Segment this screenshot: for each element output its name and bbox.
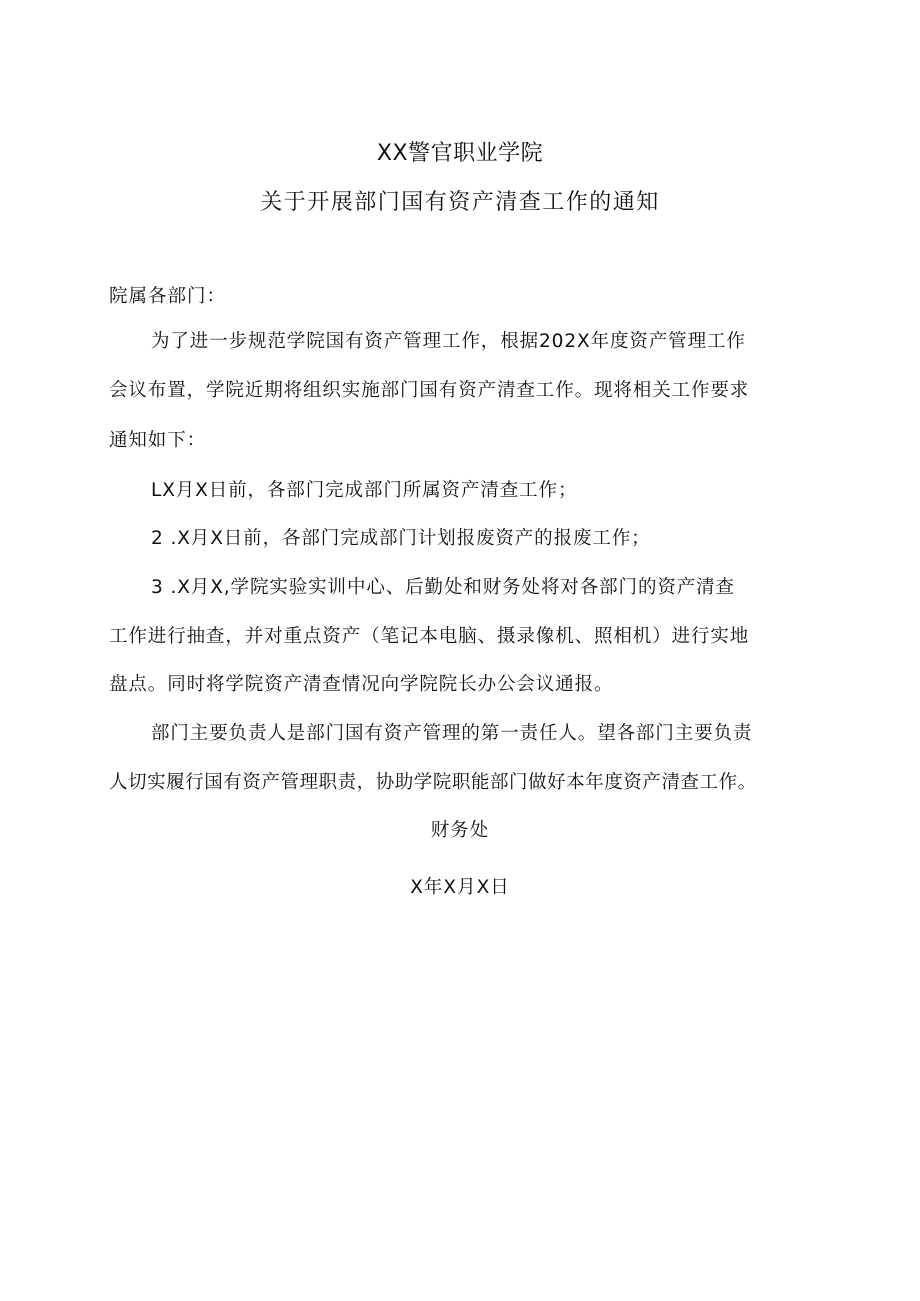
signature: 财务处	[430, 820, 490, 841]
paragraph-2-line-2: 人切实履行国有资产管理职责，协助学院职能部门做好本年度资产清查工作。	[109, 772, 757, 793]
paragraph-1-line-1: 为了进一步规范学院国有资产管理工作，根据202X年度资产管理工作	[151, 331, 746, 352]
document-title-subject: 关于开展部门国有资产清查工作的通知	[260, 190, 660, 215]
list-item-1: LX月X日前，各部门完成部门所属资产清查工作；	[151, 480, 578, 501]
paragraph-1-line-2: 会议布置，学院近期将组织实施部门国有资产清查工作。现将相关工作要求	[109, 380, 750, 401]
document-date: X年X月X日	[410, 877, 510, 898]
salutation: 院属各部门：	[109, 286, 227, 307]
paragraph-1-line-3: 通知如下：	[109, 430, 207, 451]
list-item-3-line-2: 工作进行抽查，并对重点资产（笔记本电脑、摄录像机、照相机）进行实地	[109, 626, 750, 647]
list-item-3-line-3: 盘点。同时将学院资产清查情况向学院院长办公会议通报。	[109, 674, 614, 695]
document-title-institution: XX警官职业学院	[376, 141, 544, 166]
list-item-3-line-1: 3 .X月X,学院实验实训中心、后勤处和财务处将对各部门的资产清查	[151, 577, 735, 598]
list-item-2: 2 .X月X日前，各部门完成部门计划报废资产的报废工作；	[151, 528, 651, 549]
paragraph-2-line-1: 部门主要负责人是部门国有资产管理的第一责任人。望各部门主要负责	[151, 723, 753, 744]
